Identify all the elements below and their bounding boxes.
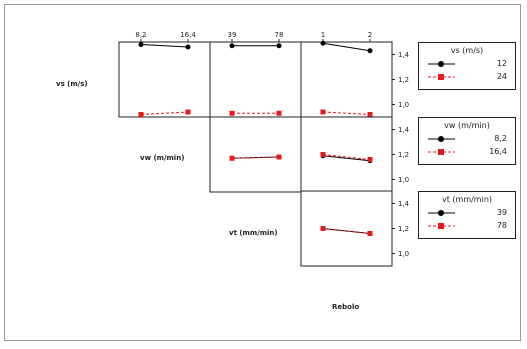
row-label-vw: vw (m/min) <box>140 154 185 162</box>
data-point-12 <box>368 48 373 53</box>
data-point-16,4 <box>277 155 282 160</box>
y-tick-label: 1,0 <box>398 101 410 109</box>
legend-vs <box>418 42 516 90</box>
y-tick-label: 1,2 <box>398 225 410 233</box>
y-tick-label: 1,2 <box>398 151 410 159</box>
legend-title: vs (m/s) <box>450 46 484 55</box>
legend-item <box>427 147 509 157</box>
y-tick-label: 1,4 <box>398 51 410 59</box>
legend-item-label: 16,4 <box>489 147 507 156</box>
y-tick-label: 1,4 <box>398 126 410 134</box>
data-point-12 <box>186 45 191 50</box>
y-tick-label: 1,4 <box>398 200 410 208</box>
x-tick-label: 8,2 <box>135 31 147 39</box>
data-point-24 <box>186 110 191 115</box>
data-point-24 <box>321 110 326 115</box>
data-point-16,4 <box>368 157 373 162</box>
legend-item-label: 12 <box>496 59 507 68</box>
data-point-12 <box>321 41 326 46</box>
data-point-12 <box>230 43 235 48</box>
data-point-16,4 <box>321 152 326 157</box>
legend-item-label: 8,2 <box>494 134 507 143</box>
x-tick-label: 39 <box>227 31 237 39</box>
legend-item-label: 39 <box>496 208 507 217</box>
data-point-24 <box>139 112 144 117</box>
data-point-12 <box>277 43 282 48</box>
legend-item <box>427 134 509 144</box>
panel-frame <box>210 42 301 117</box>
legend-item <box>427 208 509 218</box>
x-tick-label: 2 <box>367 31 373 39</box>
data-point-16,4 <box>230 156 235 161</box>
y-tick-label: 1,0 <box>398 250 410 258</box>
y-tick-label: 1,2 <box>398 76 410 84</box>
legend-title: vt (mm/min) <box>441 195 493 204</box>
row-label-vs: vs (m/s) <box>56 80 88 88</box>
x-tick-label: 16,4 <box>180 31 196 39</box>
data-point-78 <box>368 231 373 236</box>
x-tick-label: 78 <box>274 31 284 39</box>
data-point-78 <box>321 226 326 231</box>
row-label-vt: vt (mm/min) <box>229 229 278 237</box>
data-point-24 <box>277 111 282 116</box>
legend-item <box>427 59 509 69</box>
panel-frame <box>301 191 392 266</box>
legend-title: vw (m/min) <box>444 121 490 130</box>
y-tick-label: 1,0 <box>398 176 410 184</box>
panel-frame <box>119 42 210 117</box>
panel-frame <box>301 117 392 192</box>
legend-item <box>427 72 509 82</box>
data-point-24 <box>368 112 373 117</box>
data-point-12 <box>139 42 144 47</box>
legend-item-label: 78 <box>496 221 507 230</box>
panel-frame <box>301 42 392 117</box>
legend-vw <box>418 117 516 165</box>
x-tick-label: 1 <box>320 31 326 39</box>
footer-label-rebolo: Rebolo <box>332 303 360 311</box>
panel-frame <box>210 117 301 192</box>
legend-vt <box>418 191 516 239</box>
legend-item-label: 24 <box>496 72 507 81</box>
legend-item <box>427 221 509 231</box>
data-point-24 <box>230 111 235 116</box>
